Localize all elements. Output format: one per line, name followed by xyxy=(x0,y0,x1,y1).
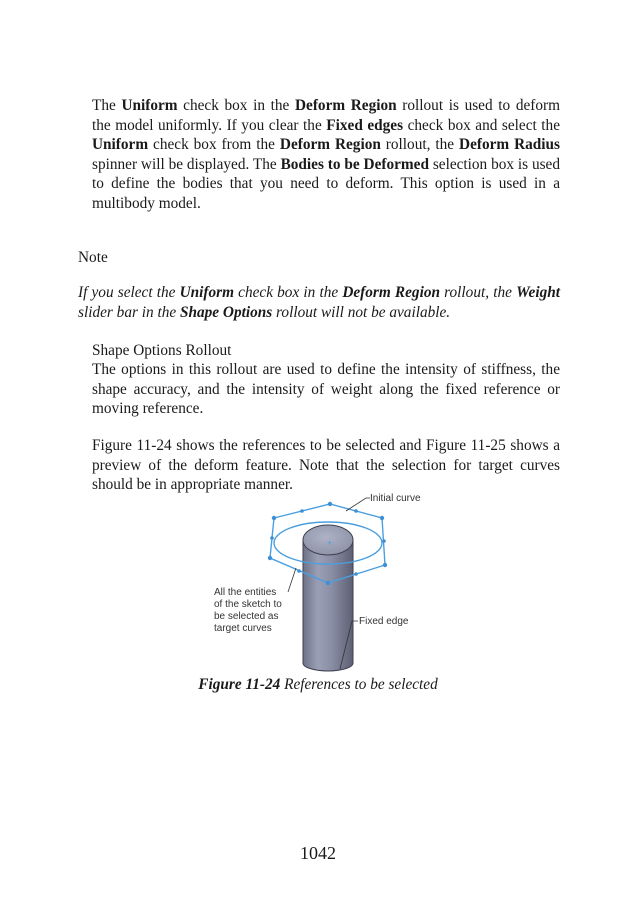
label-entities-line-3: be selected as xyxy=(214,611,279,622)
label-entities-line-1: All the entities xyxy=(214,587,277,598)
bold-term: Deform Radius xyxy=(459,136,561,154)
text-run: selection box is used to define the bodies that you need to deform. This option is used in a multibody model. xyxy=(92,155,560,212)
caption-text: References to be selected xyxy=(280,676,438,693)
label-entities-line-2: of the sketch to xyxy=(214,599,282,610)
label-entities-line-4: target curves xyxy=(214,623,272,634)
leader-entities xyxy=(288,568,296,592)
caption-figure-number: Figure 11-24 xyxy=(198,676,281,693)
paragraph-shape-options: The options in this rollout are used to define the intensity of stiffness, the shape accuracy, and the intensity of weight along the fixed reference or moving reference. xyxy=(92,361,560,418)
page-number: 1042 xyxy=(300,843,336,863)
bold-term: Fixed edges xyxy=(326,116,404,134)
label-initial-curve: Initial curve xyxy=(370,493,421,504)
section-heading: Shape Options Rollout xyxy=(92,342,232,359)
bold-term: Uniform xyxy=(121,97,178,114)
text-run: check box from the xyxy=(148,136,280,154)
bold-term: Deform Region xyxy=(342,284,440,301)
text-run: rollout is used to deform the model uniformly. If you clear the xyxy=(92,97,560,134)
cylinder-diagram xyxy=(200,488,460,673)
figure-11-24 xyxy=(200,488,460,673)
bold-term: Bodies to be Deformed xyxy=(280,155,429,173)
paragraph-figure-reference: Figure 11-24 shows the references to be selected and Figure 11-25 shows a preview of the deform feature. Note that the selection for target curves should be in appropriate manner. xyxy=(92,437,560,494)
text-run: If you select the xyxy=(78,284,180,301)
bold-term: Uniform xyxy=(179,284,235,301)
note-text xyxy=(78,283,560,322)
text-run: The xyxy=(92,97,122,114)
leader-initial-curve xyxy=(346,498,370,511)
label-fixed-edge: Fixed edge xyxy=(359,616,409,627)
text-run: check box in the xyxy=(234,284,343,301)
text-run: slider bar in the xyxy=(78,303,180,321)
text-run: rollout will not be available. xyxy=(272,303,451,321)
bold-term: Weight xyxy=(516,284,560,301)
bold-term: Deform Region xyxy=(294,97,397,114)
paragraph-uniform-description xyxy=(92,96,560,214)
note-label: Note xyxy=(78,249,108,266)
text-run: rollout, the xyxy=(380,136,460,154)
text-run: spinner will be displayed. The xyxy=(92,155,281,173)
bold-term: Deform Region xyxy=(279,136,381,154)
text-run: check box and select the xyxy=(403,116,560,134)
svg-text:+: + xyxy=(327,538,333,548)
bold-term: Shape Options xyxy=(179,303,273,321)
bold-term: Uniform xyxy=(92,136,149,154)
text-run: rollout, the xyxy=(439,284,517,301)
text-run: check box in the xyxy=(177,97,295,114)
figure-caption xyxy=(0,675,636,695)
cylinder-body xyxy=(303,540,353,671)
